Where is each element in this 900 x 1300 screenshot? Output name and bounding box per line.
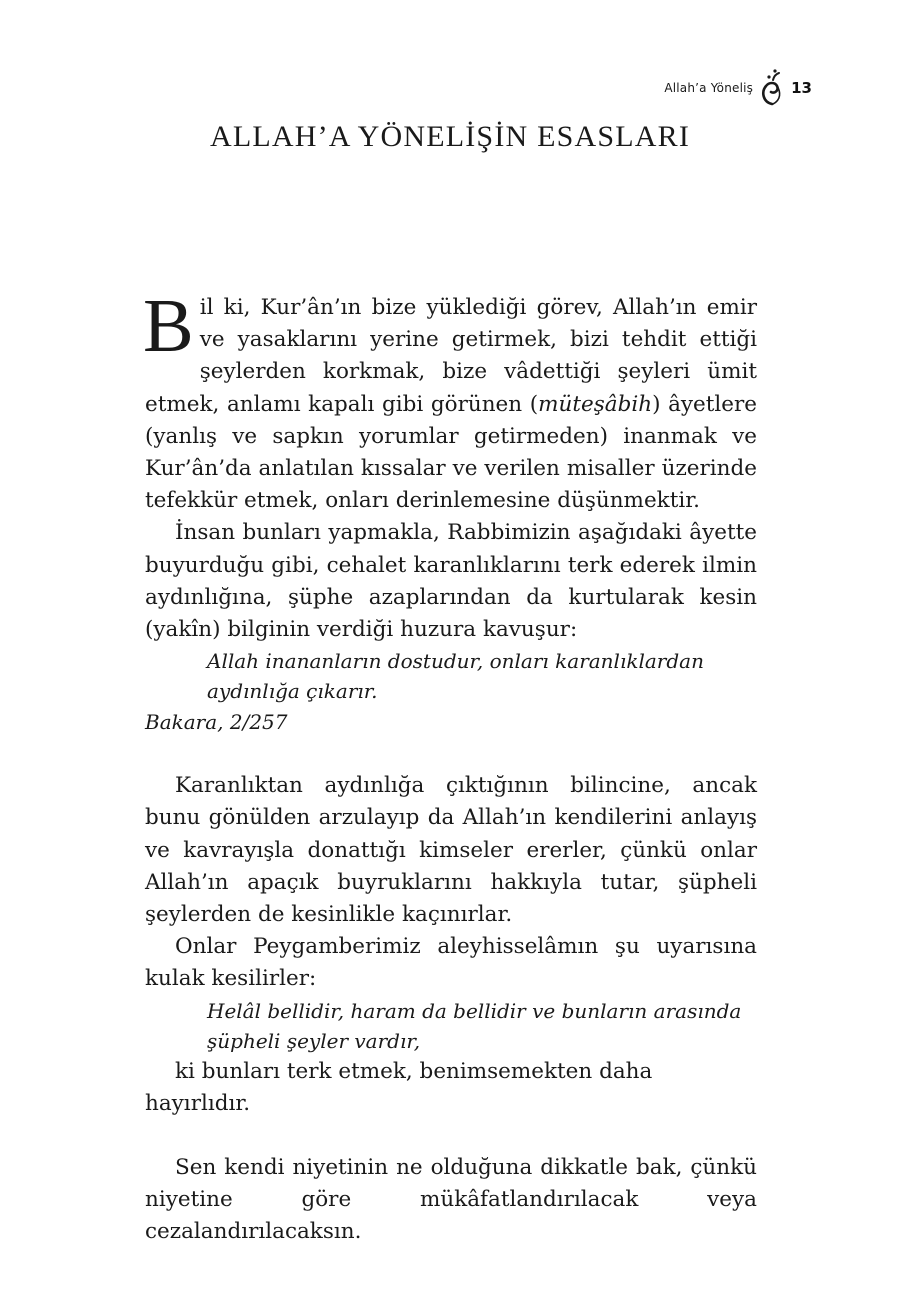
verse-source: Bakara, 2/257 (145, 710, 288, 735)
paragraph-6: Sen kendi niyetinin ne olduğuna dikkatle bak, çünkü niyetine göre mükâfatlandırılacak veya cezalandırılacaksın. (145, 1155, 757, 1245)
drop-cap: B (143, 284, 194, 368)
spacer (145, 1120, 757, 1152)
body-text (143, 284, 757, 1249)
paragraph-1-italic-term: müteşâbih (538, 391, 653, 417)
hadith-quote-line-1: Helâl bellidir, haram da bellidir ve bunların arasında (207, 998, 742, 1023)
paragraph-4: Onlar Peygamberimiz aleyhisselâmın şu uyarısına kulak kesilirler: (145, 934, 757, 992)
verse-quote (207, 646, 757, 706)
paragraph-1-text-start: il ki, Kur’ân’ın bize yüklediği görev, Allah’ın emir ve yasaklarını yerine getirmek, bizi tehdit ettiği şeylerden korkmak, bize vâdettiği şeyleri ümit etmek, anlamı kapalı gibi görünen ( (145, 295, 757, 417)
page-number: 13 (791, 79, 812, 97)
page-header (664, 68, 812, 108)
paragraph-1 (143, 284, 757, 517)
paragraph-1-text-end: ) âyetlere (yanlış ve sapkın yorumlar getirmeden) inanmak ve Kur’ân’da anlatılan kıssalar ve verilen misaller üzerinde tefekkür etmek, onları derinlemesine düşünmektir. (145, 391, 757, 514)
paragraph-2: İnsan bunları yapmakla, Rabbimizin aşağıdaki âyette buyurduğu gibi, cehalet karanlıklarını terk ederek ilmin aydınlığına, şüphe azaplarından da kurtularak kesin (yakîn) bilginin verdiği huzura kavuşur: (145, 520, 757, 643)
hadith-quote (207, 996, 757, 1056)
hadith-quote-line-2: şüpheli şeyler vardır, (207, 1028, 421, 1053)
verse-quote-line-1: Allah inananların dostudur, onları karanlıklardan (207, 649, 704, 674)
spacer (145, 738, 757, 770)
running-title: Allah’a Yöneliş (664, 81, 754, 95)
paragraph-5: ki bunları terk etmek, benimsemekten daha hayırlıdır. (145, 1058, 653, 1116)
verse-quote-line-2: aydınlığa çıkarır. (207, 679, 378, 704)
paragraph-3: Karanlıktan aydınlığa çıktığının bilincine, ancak bunu gönülden arzulayıp da Allah’ın kendilerini anlayış ve kavrayışla donattığı kimseler ererler, çünkü onlar Allah’ın apaçık buyruklarını hakkıyla tutar, şüpheli şeylerden de kesinlikle kaçınırlar. (145, 773, 757, 928)
chapter-title: ALLAH’A YÖNELİŞİN ESASLARI (209, 120, 691, 153)
calligraphic-ornament-icon (757, 68, 787, 108)
